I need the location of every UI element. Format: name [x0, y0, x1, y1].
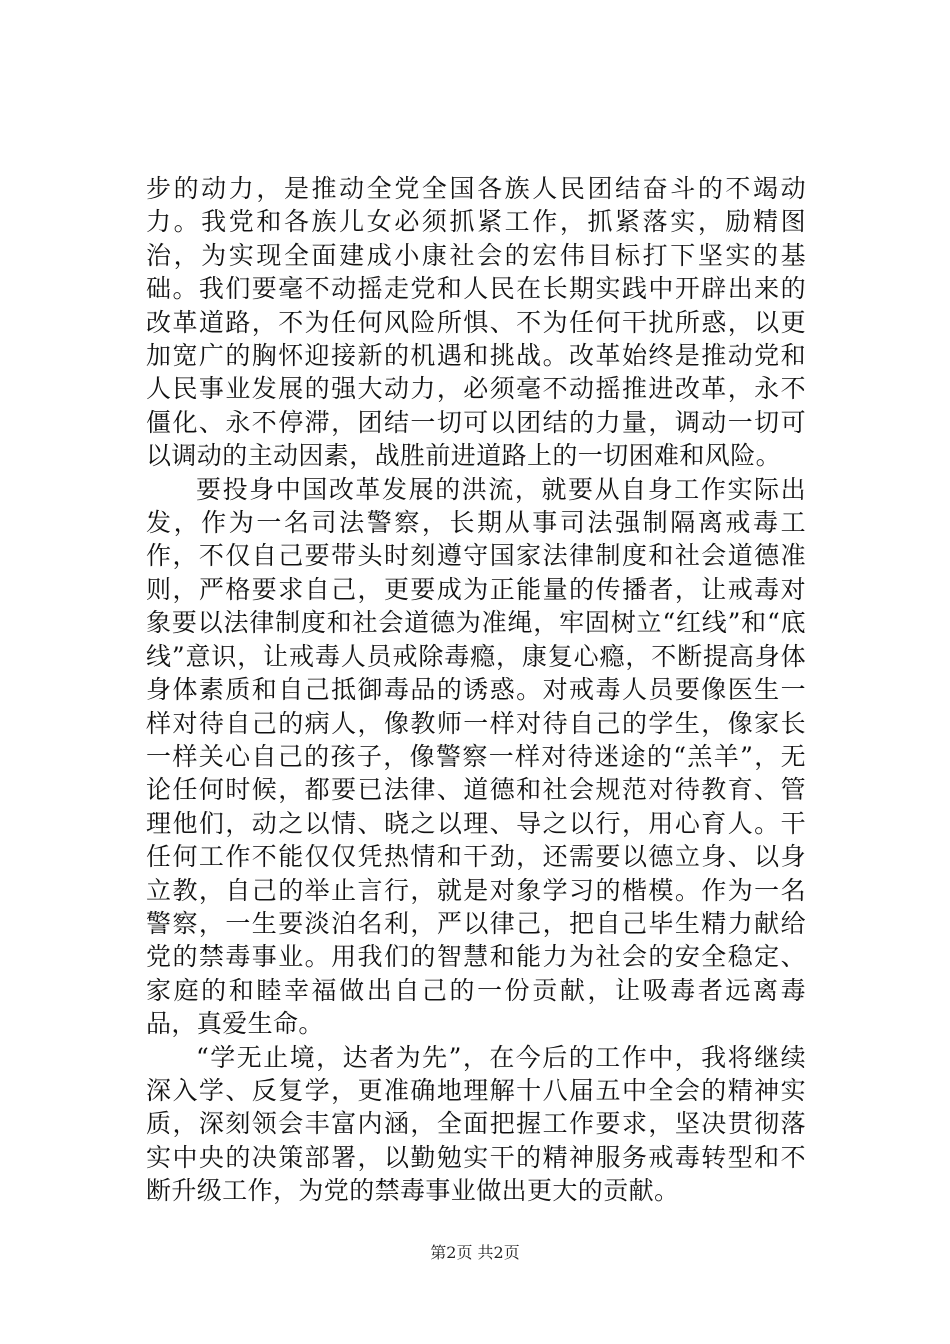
document-body	[146, 172, 806, 1208]
paragraph-1: 步的动力，是推动全党全国各族人民团结奋斗的不竭动力。我党和各族儿女必须抓紧工作，抓紧落实，励精图治，为实现全面建成小康社会的宏伟目标打下坚实的基础。我们要毫不动摇走党和人民在长期实践中开辟出来的改革道路，不为任何风险所惧、不为任何干扰所惑，以更加宽广的胸怀迎接新的机遇和挑战。改革始终是推动党和人民事业发展的强大动力，必须毫不动摇推进改革，永不僵化、永不停滞，团结一切可以团结的力量，调动一切可以调动的主动因素，战胜前进道路上的一切困难和风险。	[146, 174, 806, 471]
paragraph-3: “学无止境，达者为先”，在今后的工作中，我将继续深入学、反复学，更准确地理解十八届五中全会的精神实质，深刻领会丰富内涵，全面把握工作要求，坚决贯彻落实中央的决策部署，以勤勉实干的精神服务戒毒转型和不断升级工作，为党的禁毒事业做出更大的贡献。	[146, 1042, 806, 1206]
paragraph-2: 要投身中国改革发展的洪流，就要从自身工作实际出发，作为一名司法警察，长期从事司法强制隔离戒毒工作，不仅自己要带头时刻遵守国家法律制度和社会道德准则，严格要求自己，更要成为正能量的传播者，让戒毒对象要以法律制度和社会道德为准绳，牢固树立“红线”和“底线”意识，让戒毒人员戒除毒瘾，康复心瘾，不断提高身体身体素质和自己抵御毒品的诱惑。对戒毒人员要像医生一样对待自己的病人，像教师一样对待自己的学生，像家长一样关心自己的孩子，像警察一样对待迷途的“羔羊”，无论任何时候，都要已法律、道德和社会规范对待教育、管理他们，动之以情、晓之以理、导之以行，用心育人。干任何工作不能仅仅凭热情和干劲，还需要以德立身、以身立教，自己的举止言行，就是对象学习的楷模。作为一名警察，一生要淡泊名利，严以律己，把自己毕生精力献给党的禁毒事业。用我们的智慧和能力为社会的安全稳定、家庭的和睦幸福做出自己的一份贡献，让吸毒者远离毒品，真爱生命。	[146, 474, 806, 1039]
page-footer: 第2页 共2页	[430, 1243, 520, 1262]
